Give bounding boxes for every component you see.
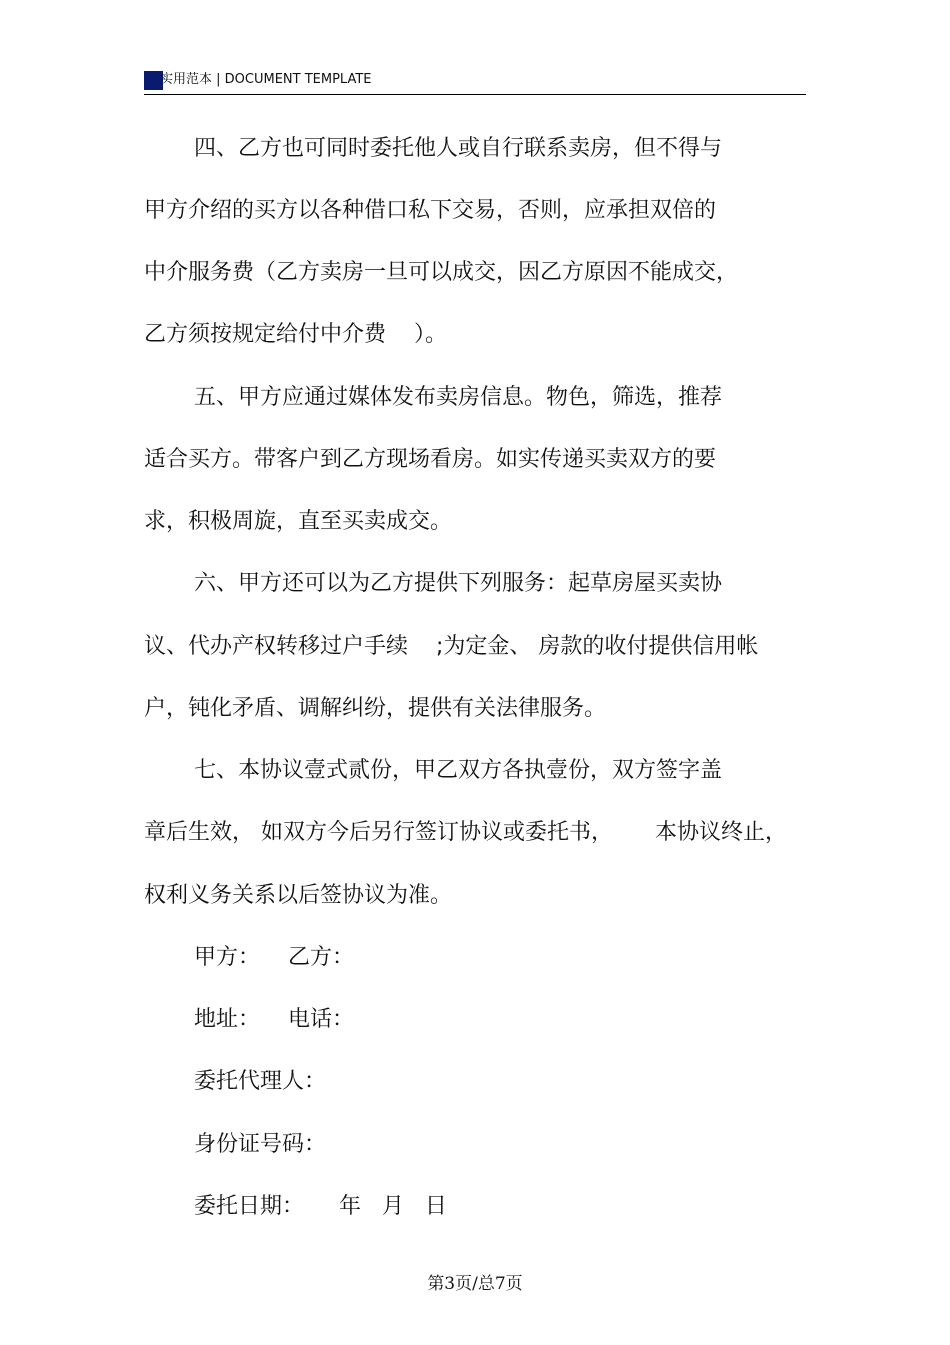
body-line: 乙方须按规定给付中介费 ）。 [144,322,447,347]
body-line: 章后生效， 如双方今后另行签订协议或委托书， 本协议终止， [144,820,787,845]
body-line: 四、乙方也可同时委托他人或自行联系卖房，但不得与 [194,136,723,161]
page-header [144,68,806,95]
body-line: 户，钝化矛盾、调解纠纷，提供有关法律服务。 [144,696,607,721]
body-line: 求，积极周旋，直至买卖成交。 [144,509,453,534]
body-line: 议、代办产权转移过户手续 ;为定金、 房款的收付提供信用帐 [144,634,759,659]
signature-date-line: 委托日期： 年 月 日 [194,1194,447,1219]
body-line: 权利义务关系以后签协议为准。 [144,883,453,908]
signature-id-line: 身份证号码： [194,1132,327,1157]
body-line: 适合买方。带客户到乙方现场看房。如实传递买卖双方的要 [144,447,717,472]
body-line: 中介服务费（乙方卖房一旦可以成交，因乙方原因不能成交， [144,260,739,285]
body-line: 七、本协议壹式贰份，甲乙双方各执壹份，双方签字盖 [194,758,723,783]
body-line: 甲方介绍的买方以各种借口私下交易，否则，应承担双倍的 [144,198,717,223]
signature-party-line: 甲方： 乙方： [194,945,354,970]
signature-agent-line: 委托代理人： [194,1069,327,1094]
body-line: 五、甲方应通过媒体发布卖房信息。物色，筛选，推荐 [194,385,723,410]
page-number: 第3页/总7页 [427,1274,523,1294]
signature-address-line: 地址： 电话： [194,1007,354,1032]
header-title: 实用范本 | DOCUMENT TEMPLATE [160,72,372,87]
body-line: 六、甲方还可以为乙方提供下列服务：起草房屋买卖协 [194,571,723,596]
